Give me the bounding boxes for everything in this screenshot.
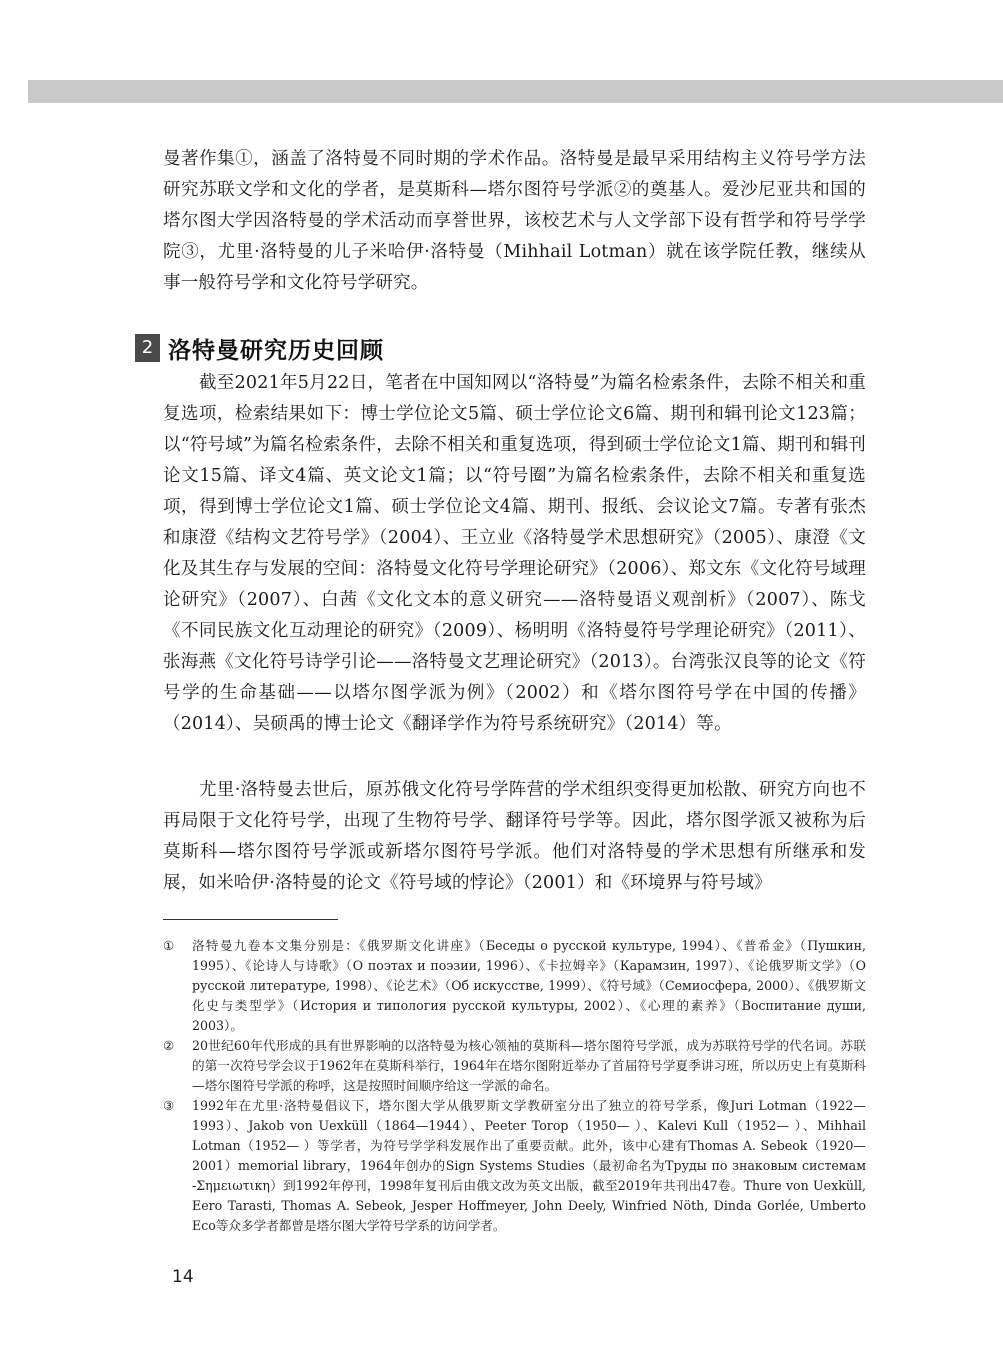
footnote-text: 20世纪60年代形成的具有世界影响的以洛特曼为核心领袖的莫斯科—塔尔图符号学派，成为苏联符号学的代名词。苏联的第一次符号学会议于1962年在莫斯科举行，1964年在塔尔图附近举办了首届符号学夏季讲习班，所以历史上有莫斯科—塔尔图符号学派的称呼，这是按照时间顺序给这一学派的命名。: [192, 1038, 866, 1093]
footnote-2: [163, 1036, 866, 1096]
footnote-1: [163, 936, 866, 1036]
footnote-3: [163, 1096, 866, 1236]
header-band: [28, 80, 1003, 103]
body-paragraph-3: 尤里·洛特曼去世后，原苏俄文化符号学阵营的学术组织变得更加松散、研究方向也不再局限于文化符号学，出现了生物符号学、翻译符号学等。因此，塔尔图学派又被称为后莫斯科—塔尔图符号学派或新塔尔图符号学派。他们对洛特曼的学术思想有所继承和发展，如米哈伊·洛特曼的论文《符号域的悖论》（2001）和《环境界与符号域》: [163, 780, 866, 893]
footnote-text: 洛特曼九卷本文集分别是：《俄罗斯文化讲座》（Беседы о русской культуре, 1994）、《普希金》（Пушкин, 1995）、《论诗人与诗歌》（О поэтах и поэзии, 1996）、《卡拉姆辛》（Карамзин, 1997）、《论俄罗斯文学》（О русской литературе, 1998）、《论艺术》（Об искусстве, 1999）、《符号域》（Семиосфера, 2000）、《俄罗斯文化史与类型学》（История и типология русской культуры, 2002）、《心理的素养》（Воспитание души, 2003）。: [192, 938, 866, 1033]
footnote-text: 1992年在尤里·洛特曼倡议下，塔尔图大学从俄罗斯文学教研室分出了独立的符号学系，像Juri Lotman（1922—1993）、Jakob von Uexküll（1864—1944）、Peeter Torop（1950— ）、Kalevi Kull（1952— ）、Mihhail Lotman（1952— ）等学者，为符号学学科发展作出了重要贡献。此外，该中心建有Thomas A. Sebeok（1920—2001）memorial library，1964年创办的Sign Systems Studies（最初命名为Труды по знаковым системам -Σημειωτικη）到1992年停刊，1998年复刊后由俄文改为英文出版，截至2019年共刊出47卷。Thure von Uexküll, Eero Tarasti, Thomas A. Sebeok, Jesper Hoffmeyer, John Deely, Winfried Nöth, Dinda Gorlée, Umberto Eco等众多学者都曾是塔尔图大学符号学系的访问学者。: [192, 1098, 866, 1233]
footnote-marker: ③: [163, 1098, 175, 1113]
footnotes-list: [163, 936, 866, 1236]
footnote-marker: ①: [163, 938, 175, 953]
section-heading: [135, 333, 384, 363]
section-number-badge: 2: [135, 334, 160, 362]
footnote-separator: [163, 919, 338, 920]
body-paragraph-1: 曼著作集①，涵盖了洛特曼不同时期的学术作品。洛特曼是最早采用结构主义符号学方法研究苏联文学和文化的学者，是莫斯科—塔尔图符号学派②的奠基人。爱沙尼亚共和国的塔尔图大学因洛特曼的学术活动而享誉世界，该校艺术与人文学部下设有哲学和符号学学院③，尤里·洛特曼的儿子米哈伊·洛特曼（Mihhail Lotman）就在该学院任教，继续从事一般符号学和文化符号学研究。: [163, 149, 866, 293]
page-number: 14: [172, 1267, 194, 1287]
body-paragraph-2: 截至2021年5月22日，笔者在中国知网以“洛特曼”为篇名检索条件，去除不相关和重复选项，检索结果如下：博士学位论文5篇、硕士学位论文6篇、期刊和辑刊论文123篇；以“符号域”为篇名检索条件，去除不相关和重复选项，得到硕士学位论文1篇、期刊和辑刊论文15篇、译文4篇、英文论文1篇；以“符号圈”为篇名检索条件，去除不相关和重复选项，得到博士学位论文1篇、硕士学位论文4篇、期刊、报纸、会议论文7篇。专著有张杰和康澄《结构文艺符号学》（2004）、王立业《洛特曼学术思想研究》（2005）、康澄《文化及其生存与发展的空间：洛特曼文化符号学理论研究》（2006）、郑文东《文化符号域理论研究》（2007）、白茜《文化文本的意义研究——洛特曼语义观剖析》（2007）、陈戈《不同民族文化互动理论的研究》（2009）、杨明明《洛特曼符号学理论研究》（2011）、张海燕《文化符号诗学引论——洛特曼文艺理论研究》（2013）。台湾张汉良等的论文《符号学的生命基础——以塔尔图学派为例》（2002）和《塔尔图符号学在中国的传播》（2014）、吴硕禹的博士论文《翻译学作为符号系统研究》（2014）等。: [163, 373, 866, 734]
section-title: 洛特曼研究历史回顾: [168, 337, 384, 364]
footnote-marker: ②: [163, 1038, 175, 1053]
